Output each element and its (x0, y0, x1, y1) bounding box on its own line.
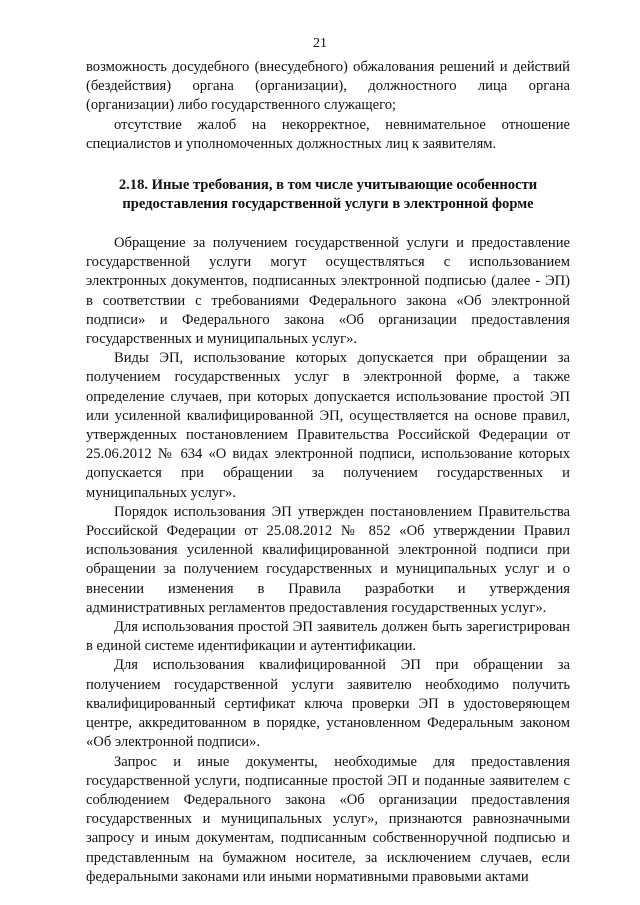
paragraph-request-documents: Запрос и иные документы, необходимые для предоставления государственной услуги, подписанные простой ЭП и поданные заявителем с соблюдением Федерального закона «Об организации предоставления государственных и муниципальных услуг», признаются равнозначными запросу и иным документам, подписанным собственноручной подписью и представленным на бумажном носителе, за исключением случаев, если федеральными законами или иными нормативными правовыми актами (86, 753, 570, 885)
paragraph-simple-ep: Для использования простой ЭП заявитель должен быть зарегистрирован в единой системе идентификации и аутентификации. (86, 619, 570, 655)
paragraph-ep-types: Виды ЭП, использование которых допускается при обращении за получением государственных услуг в электронной форме, а также определение случаев, при которых допускается использование простой ЭП или усиленной квалифицированной ЭП, осуществляется на основе правил, утвержденных постановлением Правительства Российской Федерации от 25.06.2012 № 634 «О видах электронной подписи, использование которых допускается при обращении за получением государственных и муниципальных услуг». (86, 350, 570, 501)
page-number: 21 (313, 36, 327, 51)
list-item-appeal-possibility: возможность досудебного (внесудебного) обжалования решений и действий (бездействия) органа (организации), должностного лица органа (организации) либо государственного служащего; (86, 59, 570, 114)
list-item-no-complaints: отсутствие жалоб на некорректное, невнимательное отношение специалистов и уполномоченных должностных лиц к заявителям. (86, 116, 570, 152)
document-body (86, 58, 570, 887)
paragraph-electronic-application: Обращение за получением государственной услуги и предоставление государственной услуги могут осуществляться с использованием электронных документов, подписанных электронной подписью (далее - ЭП) в соответствии с требованиями Федерального закона «Об электронной подписи» и Федерального закона «Об организации предоставления государственных и муниципальных услуг». (86, 235, 570, 348)
paragraph-ep-procedure: Порядок использования ЭП утвержден постановлением Правительства Российской Федерации от 25.08.2012 № 852 «Об утверждении Правил использования усиленной квалифицированной электронной подписи при обращении за получением государственных и муниципальных услуг и о внесении изменения в Правила разработки и утверждения административных регламентов предоставления государственных услуг». (86, 503, 570, 616)
section-heading: 2.18. Иные требования, в том числе учитывающие особенности предоставления государственной услуги в электронной форме (118, 177, 538, 213)
paragraph-qualified-ep: Для использования квалифицированной ЭП при обращении за получением государственной услуги заявителю необходимо получить квалифицированный сертификат ключа проверки ЭП в удостоверяющем центре, аккредитованном в порядке, установленном Федеральным законом «Об электронной подписи». (86, 657, 570, 751)
